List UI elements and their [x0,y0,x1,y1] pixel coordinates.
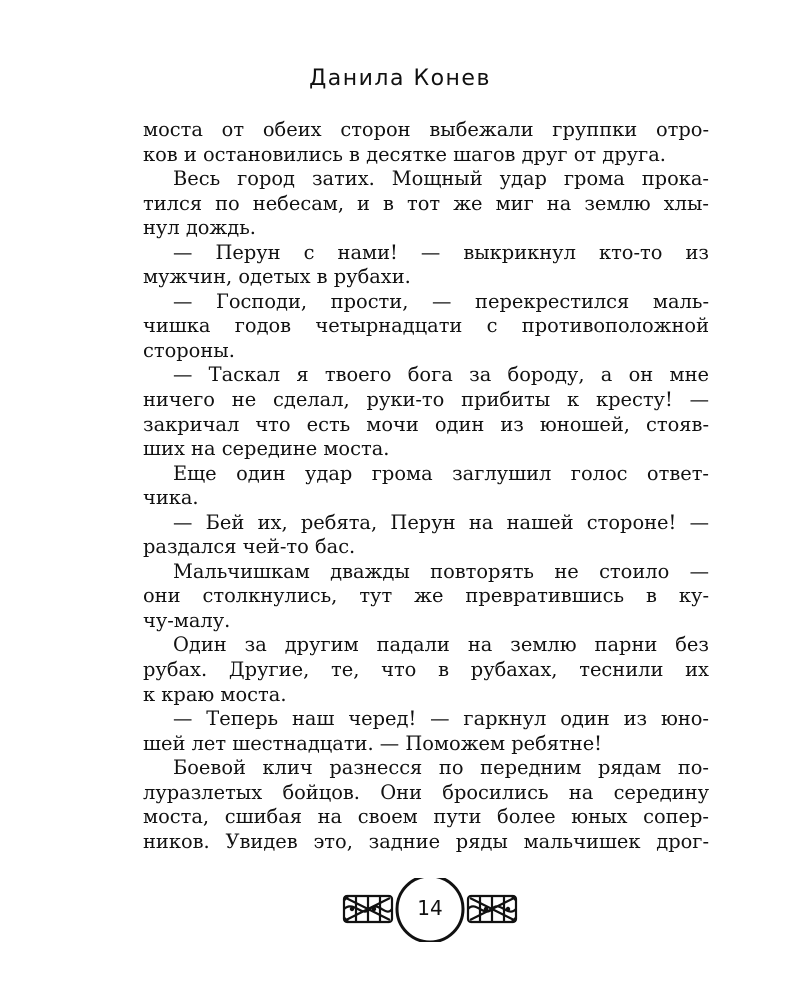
text-line: — Бей их, ребята, Перун на нашей стороне! — [173,510,709,534]
text-line: — Перун с нами! — выкрикнул кто-то из [173,240,709,264]
text-line: ников. Увидев это, задние ряды мальчишек дрог- [143,829,709,853]
text-line: мужчин, одетых в рубахи. [143,265,411,289]
text-line: к краю моста. [143,682,287,706]
text-line: — Теперь наш черед! — гаркнул один из юно- [173,707,709,731]
text-line: рубах. Другие, те, что в рубахах, теснили их [143,658,709,682]
text-line: стороны. [143,338,235,362]
text-line: Мальчишкам дважды повторять не стоило — [173,559,709,583]
text-line: Еще один удар грома заглушил голос ответ- [173,461,709,485]
text-line: Один за другим падали на землю парни без [173,633,709,657]
text-line: Боевой клич разнесся по передним рядам по- [173,756,709,780]
text-line: — Господи, прости, — перекрестился маль- [173,289,709,313]
text-line: чика. [143,486,199,510]
page-number: 14 [417,896,443,920]
text-line: моста от обеих сторон выбежали группки отро- [143,118,709,141]
text-line: чишка годов четырнадцати с противоположной [143,314,709,338]
text-line: раздался чей-то бас. [143,535,356,559]
text-line: закричал что есть мочи один из юношей, стояв- [143,412,709,436]
text-line: тился по небесам, и в тот же миг на землю хлы- [143,191,709,215]
text-line: они столкнулись, тут же превратившись в ку- [143,584,709,608]
text-line: ков и остановились в десятке шагов друг от друга. [143,142,666,166]
text-line: ничего не сделал, руки-то прибиты к кресту! — [143,388,709,412]
text-line: ших на середине моста. [143,437,390,461]
text-line: нул дождь. [143,216,256,240]
text-line: шей лет шестнадцати. — Поможем ребятне! [143,731,602,755]
page-folio [340,878,520,942]
body-text [143,118,709,854]
text-line: — Таскал я твоего бога за бороду, а он мне [173,363,709,387]
text-line: Весь город затих. Мощный удар грома прока- [173,167,709,191]
text-line: луразлетых бойцов. Они бросились на середину [143,780,709,804]
text-line: чу-малу. [143,608,231,632]
text-line: моста, сшибая на своем пути более юных сопер- [143,805,709,829]
running-head: Данила Конев [309,66,491,91]
